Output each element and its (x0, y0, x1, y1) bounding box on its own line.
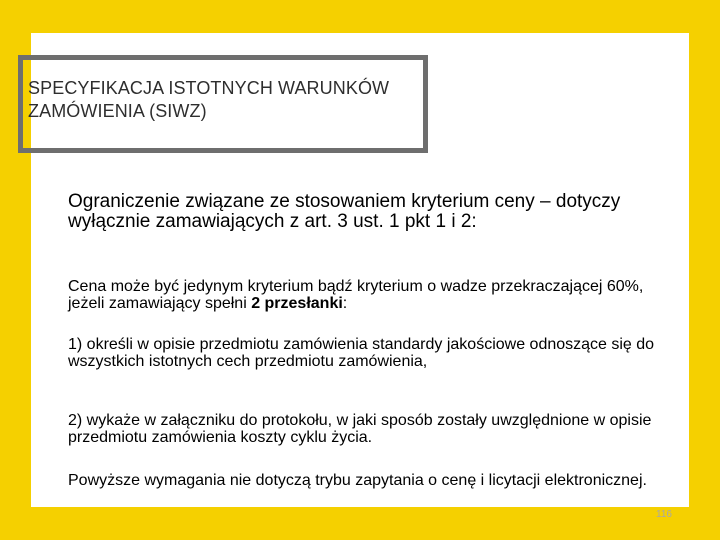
slide-title: SPECYFIKACJA ISTOTNYCH WARUNKÓW ZAMÓWIENIA (SIWZ) (28, 78, 390, 121)
paragraph-price-criterion-bold: 2 przesłanki (251, 295, 343, 312)
paragraph-exception: Powyższe wymagania nie dotyczą trybu zapytania o cenę i licytacji elektronicznej. (68, 472, 647, 489)
paragraph-condition-1: 1) określi w opisie przedmiotu zamówienia standardy jakościowe odnoszące się do wszystkich istotnych cech przedmiotu zamówienia, (68, 336, 655, 370)
slide-heading: Ograniczenie związane ze stosowaniem kryterium ceny – dotyczy wyłącznie zamawiających z art. 3 ust. 1 pkt 1 i 2: (68, 191, 621, 232)
paragraph-price-criterion-suffix: : (342, 295, 348, 312)
paragraph-price-criterion (68, 278, 668, 312)
paragraph-condition-2: 2) wykaże w załączniku do protokołu, w jaki sposób zostały uwzględnione w opisie przedmiotu zamówienia koszty cyklu życia. (68, 412, 652, 446)
page-number: 116 (656, 509, 672, 520)
paragraph-price-criterion-text: Cena może być jedynym kryterium bądź kryterium o wadze przekraczającej 60%, jeżeli zamawiający spełni (68, 278, 644, 312)
